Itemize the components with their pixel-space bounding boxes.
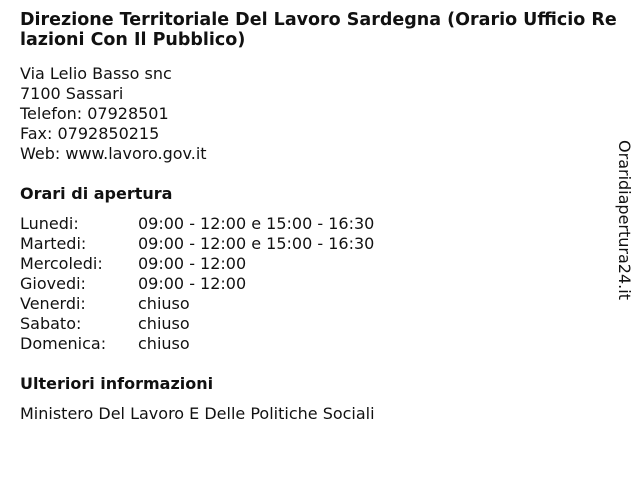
day-label: Lunedi: [20, 214, 79, 233]
day-hours: chiuso [138, 314, 190, 333]
hours-row-thursday [20, 274, 374, 294]
opening-hours-table [20, 214, 374, 354]
day-hours: 09:00 - 12:00 [138, 254, 247, 273]
day-label: Sabato: [20, 314, 82, 333]
day-hours: 09:00 - 12:00 [138, 274, 247, 293]
day-label: Martedi: [20, 234, 87, 253]
fax-number: Fax: 0792850215 [20, 124, 160, 143]
opening-hours-heading: Orari di apertura [20, 184, 173, 203]
day-label: Mercoledi: [20, 254, 103, 273]
site-watermark: Oraridiapertura24.it [615, 140, 634, 300]
more-info-text: Ministero Del Lavoro E Delle Politiche Sociali [20, 404, 375, 423]
day-label: Venerdi: [20, 294, 86, 313]
page-title: Direzione Territoriale Del Lavoro Sardegna (Orario Ufficio Relazioni Con Il Pubblico) [20, 10, 617, 50]
hours-row-sunday [20, 334, 374, 354]
hours-row-friday [20, 294, 374, 314]
hours-row-tuesday [20, 234, 374, 254]
day-hours: 09:00 - 12:00 e 15:00 - 16:30 [138, 214, 375, 233]
day-label: Domenica: [20, 334, 107, 353]
website-link[interactable]: Web: www.lavoro.gov.it [20, 144, 207, 163]
address-street: Via Lelio Basso snc [20, 64, 172, 83]
day-hours: 09:00 - 12:00 e 15:00 - 16:30 [138, 234, 375, 253]
hours-row-wednesday [20, 254, 374, 274]
hours-row-monday [20, 214, 374, 234]
address-city: 7100 Sassari [20, 84, 124, 103]
more-info-heading: Ulteriori informazioni [20, 374, 214, 393]
hours-row-saturday [20, 314, 374, 334]
day-hours: chiuso [138, 294, 190, 313]
phone-number: Telefon: 07928501 [20, 104, 169, 123]
day-label: Giovedi: [20, 274, 86, 293]
day-hours: chiuso [138, 334, 190, 353]
